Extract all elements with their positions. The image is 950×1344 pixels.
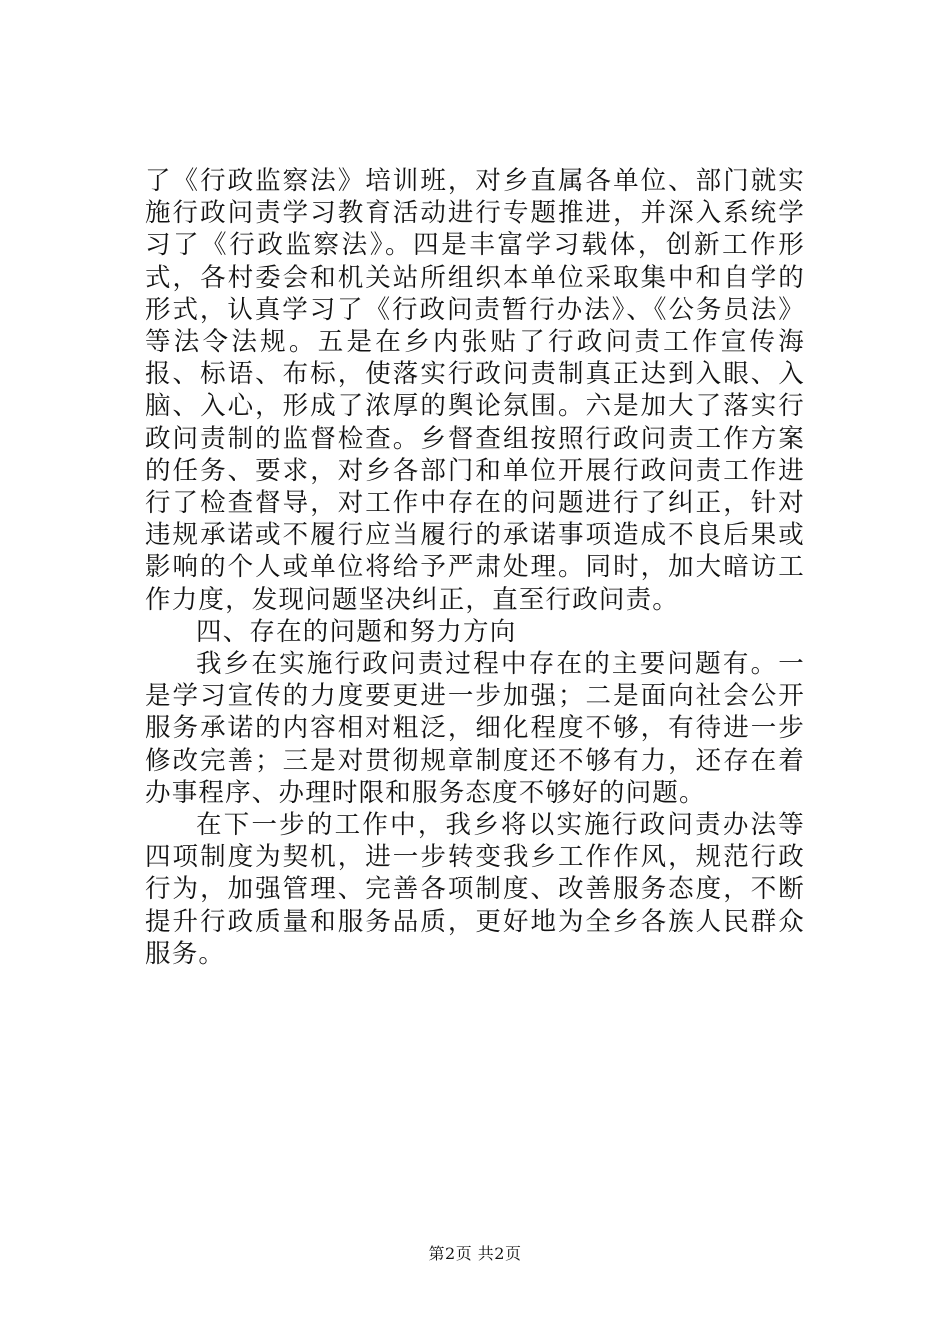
paragraph-problems: 我乡在实施行政问责过程中存在的主要问题有。一是学习宣传的力度要更进一步加强；二是面向社会公开服务承诺的内容相对粗泛，细化程度不够，有待进一步修改完善；三是对贯彻规章制度还不够有力，还存在着办事程序、办理时限和服务态度不够好的问题。: [145, 649, 805, 808]
document-body: [145, 165, 805, 970]
section-heading: 四、存在的问题和努力方向: [196, 616, 517, 647]
paragraph-continuation: 了《行政监察法》培训班，对乡直属各单位、部门就实施行政问责学习教育活动进行专题推进，并深入系统学习了《行政监察法》。四是丰富学习载体，创新工作形式，各村委会和机关站所组织本单位采取集中和自学的形式，认真学习了《行政问责暂行办法》、《公务员法》等法令法规。五是在乡内张贴了行政问责工作宣传海报、标语、布标，使落实行政问责制真正达到入眼、入脑、入心，形成了浓厚的舆论氛围。六是加大了落实行政问责制的监督检查。乡督查组按照行政问责工作方案的任务、要求，对乡各部门和单位开展行政问责工作进行了检查督导，对工作中存在的问题进行了纠正，针对违规承诺或不履行应当履行的承诺事项造成不良后果或影响的个人或单位将给予严肃处理。同时，加大暗访工作力度，发现问题坚决纠正，直至行政问责。: [145, 166, 805, 615]
paragraph-next-steps: 在下一步的工作中，我乡将以实施行政问责办法等四项制度为契机，进一步转变我乡工作作风，规范行政行为，加强管理、完善各项制度、改善服务态度，不断提升行政质量和服务品质，更好地为全乡各族人民群众服务。: [145, 810, 805, 969]
page-number-footer: 第2页 共2页: [428, 1244, 522, 1263]
